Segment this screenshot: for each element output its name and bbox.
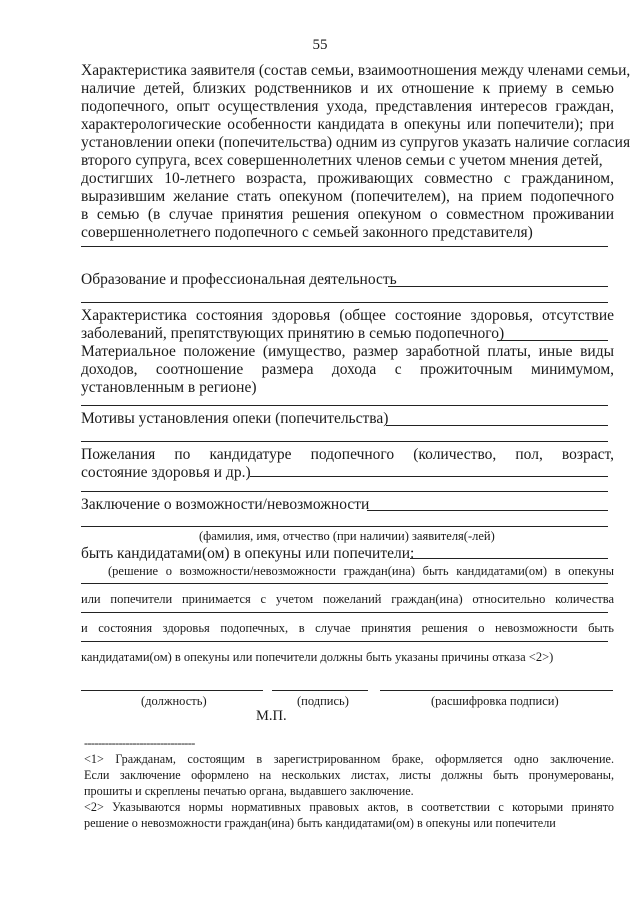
seal-mark: М.П. <box>256 708 287 724</box>
decision-line-2: или попечители принимается с учетом пожеланий граждан(ина) относительно количества <box>81 592 614 606</box>
applicant-caption: (фамилия, имя, отчество (при наличии) заявителя(-лей) <box>199 529 495 543</box>
decision-answer-line-1 <box>81 583 608 584</box>
characteristic-answer-line <box>81 246 608 247</box>
footnote-line-5: решение о невозможности граждан(ина) быть кандидатами(ом) в опекуны или попечители <box>84 816 556 830</box>
footnote-line-1: <1> Гражданам, состоящим в зарегистрированном браке, оформляется одно заключение. <box>84 752 614 766</box>
material-line-1: Материальное положение (имущество, размер заработной платы, иные виды <box>81 343 614 360</box>
page-number: 55 <box>312 37 328 53</box>
decision-line-3: и состояния здоровья подопечных, в случае принятия решения о невозможности быть <box>81 621 614 635</box>
motives-answer-line-2 <box>81 441 608 442</box>
characteristic-line-3: подопечного, опыт осуществления ухода, представления интересов граждан, <box>81 98 614 115</box>
wishes-line-2: состояние здоровья и др.) <box>81 464 251 481</box>
characteristic-line-6: второго супруга, всех совершеннолетних членов семьи с учетом мнения детей, <box>81 152 603 169</box>
decision-line-4: кандидатами(ом) в опекуны или попечители должны быть указаны причины отказа <2>) <box>81 650 554 664</box>
characteristic-line-1: Характеристика заявителя (состав семьи, взаимоотношения между членами семьи, <box>81 62 631 79</box>
motives-answer-line-1 <box>386 425 608 426</box>
footnote-line-4: <2> Указываются нормы нормативных правовых актов, в соответствии с которыми принято <box>84 800 614 814</box>
wishes-answer-line-2 <box>81 491 608 492</box>
footnote-separator: -------------------------------- <box>84 736 195 750</box>
decision-answer-line-3 <box>81 641 608 642</box>
characteristic-line-4: характерологические особенности кандидата в опекуны или попечители); при <box>81 116 614 133</box>
health-answer-line <box>497 340 608 341</box>
decoding-line <box>380 690 613 691</box>
material-line-3: установленным в регионе) <box>81 379 257 396</box>
health-line-2: заболеваний, препятствующих принятию в семью подопечного) <box>81 325 505 342</box>
decision-line-1: (решение о возможности/невозможности граждан(ина) быть кандидатами(ом) в опекуны <box>108 564 614 578</box>
characteristic-line-8: выразившим желание стать опекуном (попечителем), на прием подопечного <box>81 188 614 205</box>
characteristic-line-7: достигших 10-летнего возраста, проживающих совместно с гражданином, <box>81 170 614 187</box>
characteristic-line-10: совершеннолетнего подопечного с семьей законного представителя) <box>81 224 533 241</box>
footnote-line-3: прошиты и скреплены печатью органа, выдавшего заключение. <box>84 784 414 798</box>
conclusion-label: Заключение о возможности/невозможности <box>81 496 370 513</box>
candidacy-answer-line <box>410 558 608 559</box>
position-caption: (должность) <box>141 694 207 708</box>
candidacy-label: быть кандидатами(ом) в опекуны или попечители: <box>81 545 415 562</box>
wishes-answer-line-1 <box>250 476 608 477</box>
decoding-caption: (расшифровка подписи) <box>431 694 559 708</box>
education-answer-line-2 <box>81 302 608 303</box>
education-label: Образование и профессиональная деятельность <box>81 271 397 288</box>
signature-line <box>272 690 368 691</box>
characteristic-line-2: наличие детей, близких родственников и их отношение к приему в семью <box>81 80 614 97</box>
position-line <box>81 690 263 691</box>
signature-caption: (подпись) <box>297 694 349 708</box>
characteristic-line-9: в семью (в случае принятия решения опекуном о совместном проживании <box>81 206 614 223</box>
wishes-line-1: Пожелания по кандидатуре подопечного (количество, пол, возраст, <box>81 446 614 463</box>
health-line-1: Характеристика состояния здоровья (общее состояние здоровья, отсутствие <box>81 307 614 324</box>
conclusion-answer-line-1 <box>367 510 608 511</box>
decision-answer-line-2 <box>81 612 608 613</box>
material-line-2: доходов, соотношение размера дохода с прожиточным минимумом, <box>81 361 614 378</box>
motives-label: Мотивы установления опеки (попечительства) <box>81 410 389 427</box>
characteristic-line-5: установлении опеки (попечительства) одним из супругов указать наличие согласия <box>81 134 631 151</box>
material-answer-line <box>81 405 608 406</box>
conclusion-answer-line-2 <box>81 526 608 527</box>
education-answer-line-1 <box>388 286 608 287</box>
footnote-line-2: Если заключение оформлено на нескольких листах, листы должны быть пронумерованы, <box>84 768 614 782</box>
